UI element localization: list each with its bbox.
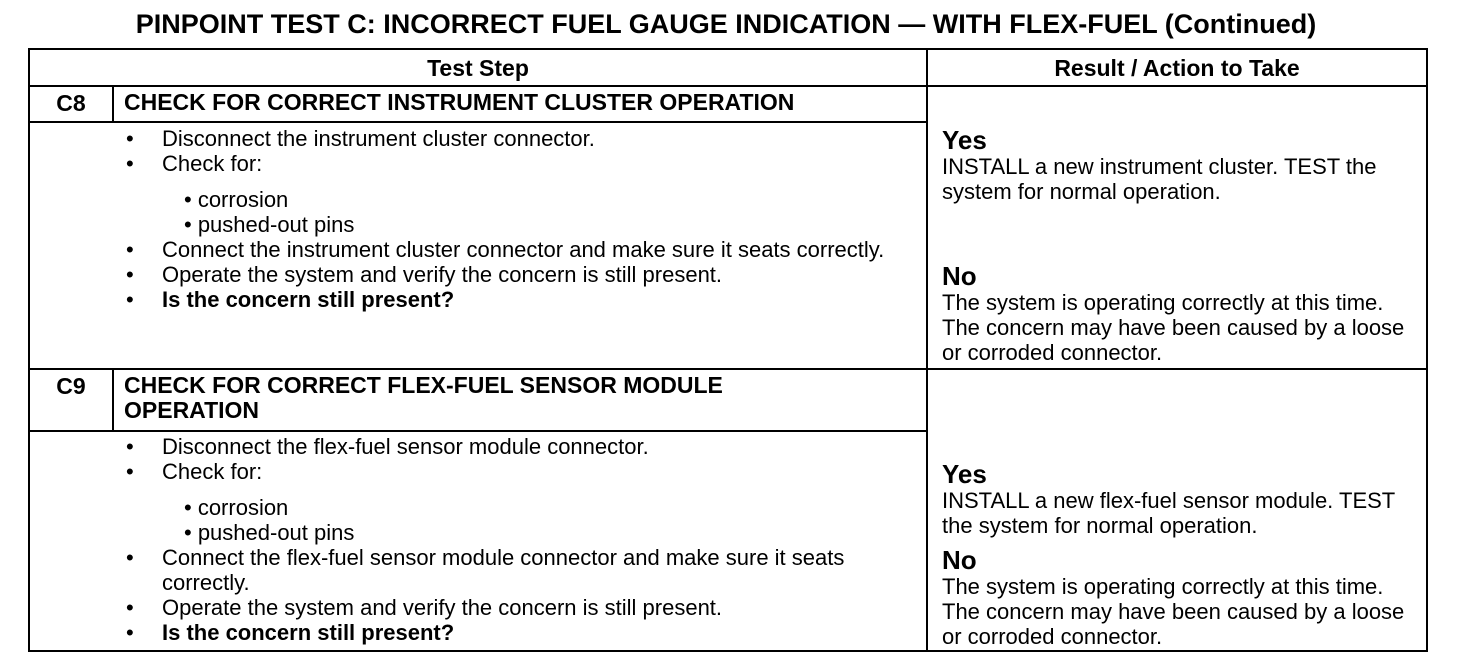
no-label: No [942, 261, 977, 291]
yes-label: Yes [942, 125, 987, 155]
bullet-icon: • [126, 620, 134, 645]
row-divider [30, 368, 1426, 370]
list-item: • Disconnect the flex-fuel sensor module connector. [126, 434, 649, 459]
bullet-icon: • [126, 459, 134, 484]
no-action: The system is operating correctly at this time. The concern may have been caused by a loose or corroded connector. [942, 290, 1405, 365]
step-c9-procedure [122, 434, 912, 645]
step-id-c8: C8 [56, 90, 86, 116]
c8-result-yes [942, 126, 1412, 204]
c9-result-no [942, 546, 1422, 649]
c8-result-no [942, 262, 1422, 365]
bullet-icon: • [126, 595, 134, 620]
check-sublist [162, 187, 912, 237]
header-test-step: Test Step [427, 55, 529, 81]
step-c8-procedure [122, 126, 912, 312]
header-result-action: Result / Action to Take [1054, 55, 1300, 81]
step-title-c8: CHECK FOR CORRECT INSTRUMENT CLUSTER OPERATION [124, 89, 795, 115]
list-item: • Connect the flex-fuel sensor module connector and make sure it seats correctly. [126, 545, 845, 595]
list-item: • Disconnect the instrument cluster connector. [126, 126, 595, 151]
c9-title-underline [30, 430, 926, 432]
sub-item: • pushed-out pins [184, 520, 355, 545]
sub-item: • corrosion [184, 187, 289, 212]
yes-action: INSTALL a new instrument cluster. TEST the system for normal operation. [942, 154, 1377, 204]
step-id-c9: C9 [56, 373, 86, 399]
bullet-icon: • [126, 151, 134, 176]
c8-id-divider [112, 87, 114, 122]
bullet-icon: • [126, 434, 134, 459]
bullet-icon: • [126, 262, 134, 287]
sub-item: • corrosion [184, 495, 289, 520]
yes-label: Yes [942, 459, 987, 489]
list-item: • Check for: • corrosion • pushed-out pins [122, 459, 912, 545]
bullet-icon: • [126, 126, 134, 151]
bullet-icon: • [126, 287, 134, 312]
yes-action: INSTALL a new flex-fuel sensor module. TEST the system for normal operation. [942, 488, 1395, 538]
page-title: PINPOINT TEST C: INCORRECT FUEL GAUGE INDICATION — WITH FLEX-FUEL (Continued) [135, 9, 1317, 39]
list-item: • Connect the instrument cluster connector and make sure it seats correctly. [126, 237, 885, 262]
list-item: • Is the concern still present? [126, 620, 455, 645]
list-item: • Check for: • corrosion • pushed-out pins [122, 151, 912, 237]
no-action: The system is operating correctly at this time. The concern may have been caused by a loose or corroded connector. [942, 574, 1405, 649]
c8-title-underline [30, 121, 926, 123]
c9-result-yes [942, 460, 1422, 538]
step-title-c9: CHECK FOR CORRECT FLEX-FUEL SENSOR MODULE OPERATION [124, 372, 723, 423]
c9-id-divider [112, 370, 114, 431]
list-item: • Is the concern still present? [126, 287, 455, 312]
pinpoint-test-table [28, 48, 1428, 652]
no-label: No [942, 545, 977, 575]
list-item: • Operate the system and verify the concern is still present. [126, 262, 723, 287]
check-sublist [162, 495, 912, 545]
vertical-divider-main [926, 50, 928, 650]
sub-item: • pushed-out pins [184, 212, 355, 237]
bullet-icon: • [126, 545, 134, 570]
bullet-icon: • [126, 237, 134, 262]
list-item: • Operate the system and verify the concern is still present. [126, 595, 723, 620]
